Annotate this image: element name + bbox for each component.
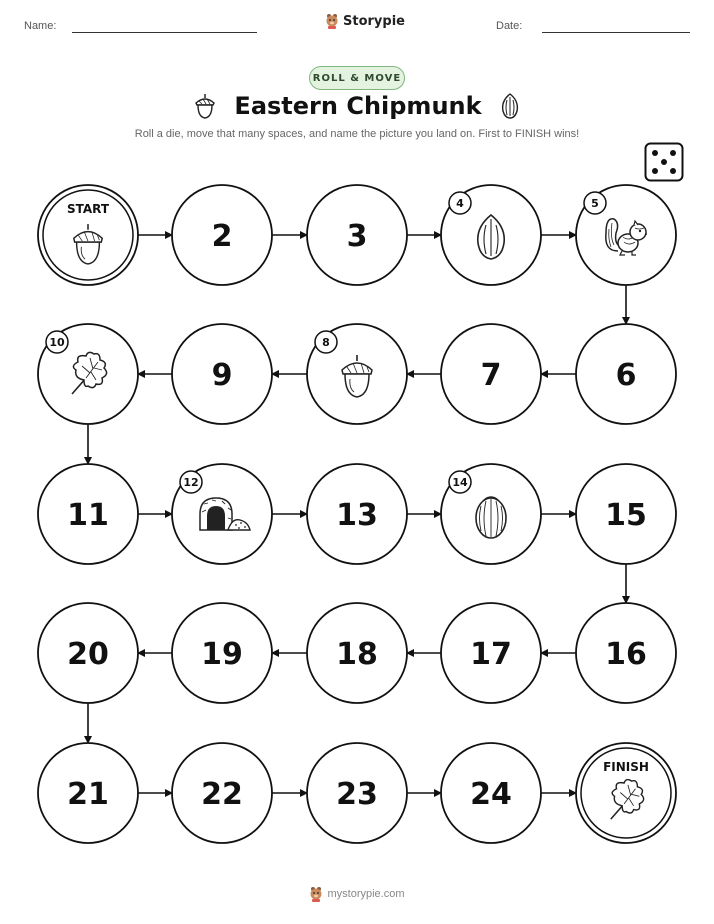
brand-name: Storypie <box>343 13 405 29</box>
finish-space <box>576 743 676 843</box>
board-space-14 <box>441 464 541 564</box>
board-space-19 <box>172 603 272 703</box>
board-space-11 <box>38 464 138 564</box>
space-number: 14 <box>452 476 468 489</box>
board-space-23 <box>307 743 407 843</box>
board-space-17 <box>441 603 541 703</box>
space-number: 8 <box>322 336 330 349</box>
space-number: 22 <box>201 777 243 812</box>
page-title: Eastern Chipmunk <box>234 92 482 120</box>
space-label: FINISH <box>603 760 649 774</box>
footer-url: mystorypie.com <box>327 888 405 900</box>
board-space-6 <box>576 324 676 424</box>
space-number: 4 <box>456 197 464 210</box>
space-label: START <box>66 202 110 216</box>
game-type-badge: ROLL & MOVE <box>309 66 405 90</box>
storypie-mascot-icon <box>309 886 323 902</box>
board-space-7 <box>441 324 541 424</box>
space-number: 15 <box>605 498 647 533</box>
hazelnut-icon <box>476 497 506 538</box>
board-space-8 <box>307 324 407 424</box>
board-space-20 <box>38 603 138 703</box>
space-number: 13 <box>336 498 378 533</box>
board-space-18 <box>307 603 407 703</box>
date-label: Date: <box>496 20 523 32</box>
instructions: Roll a die, move that many spaces, and name the picture you land on. First to FINISH wins! <box>134 128 580 140</box>
space-number: 12 <box>183 476 199 489</box>
board-space-22 <box>172 743 272 843</box>
space-number: 11 <box>67 498 109 533</box>
board-space-4 <box>441 185 541 285</box>
space-number: 5 <box>591 197 599 210</box>
space-number: 23 <box>336 777 378 812</box>
space-number: 3 <box>346 219 368 254</box>
space-number: 21 <box>67 777 109 812</box>
board-space-9 <box>172 324 272 424</box>
board-space-16 <box>576 603 676 703</box>
board-space-12 <box>172 464 272 564</box>
name-label: Name: <box>24 20 57 32</box>
board-space-21 <box>38 743 138 843</box>
space-number: 6 <box>615 358 637 393</box>
space-number: 9 <box>211 358 233 393</box>
space-number: 19 <box>201 637 243 672</box>
space-number: 2 <box>211 219 233 254</box>
board-space-13 <box>307 464 407 564</box>
board-space-15 <box>576 464 676 564</box>
space-number: 7 <box>480 358 502 393</box>
board-space-24 <box>441 743 541 843</box>
board-space-3 <box>307 185 407 285</box>
board-space-10 <box>38 324 138 424</box>
space-number: 16 <box>605 637 647 672</box>
board-space-2 <box>172 185 272 285</box>
board-space-5 <box>576 185 676 285</box>
footer <box>0 886 714 902</box>
space-number: 10 <box>49 336 65 349</box>
space-number: 17 <box>470 637 512 672</box>
space-number: 18 <box>336 637 378 672</box>
space-number: 20 <box>67 637 109 672</box>
space-number: 24 <box>470 777 512 812</box>
start-space <box>38 185 138 285</box>
